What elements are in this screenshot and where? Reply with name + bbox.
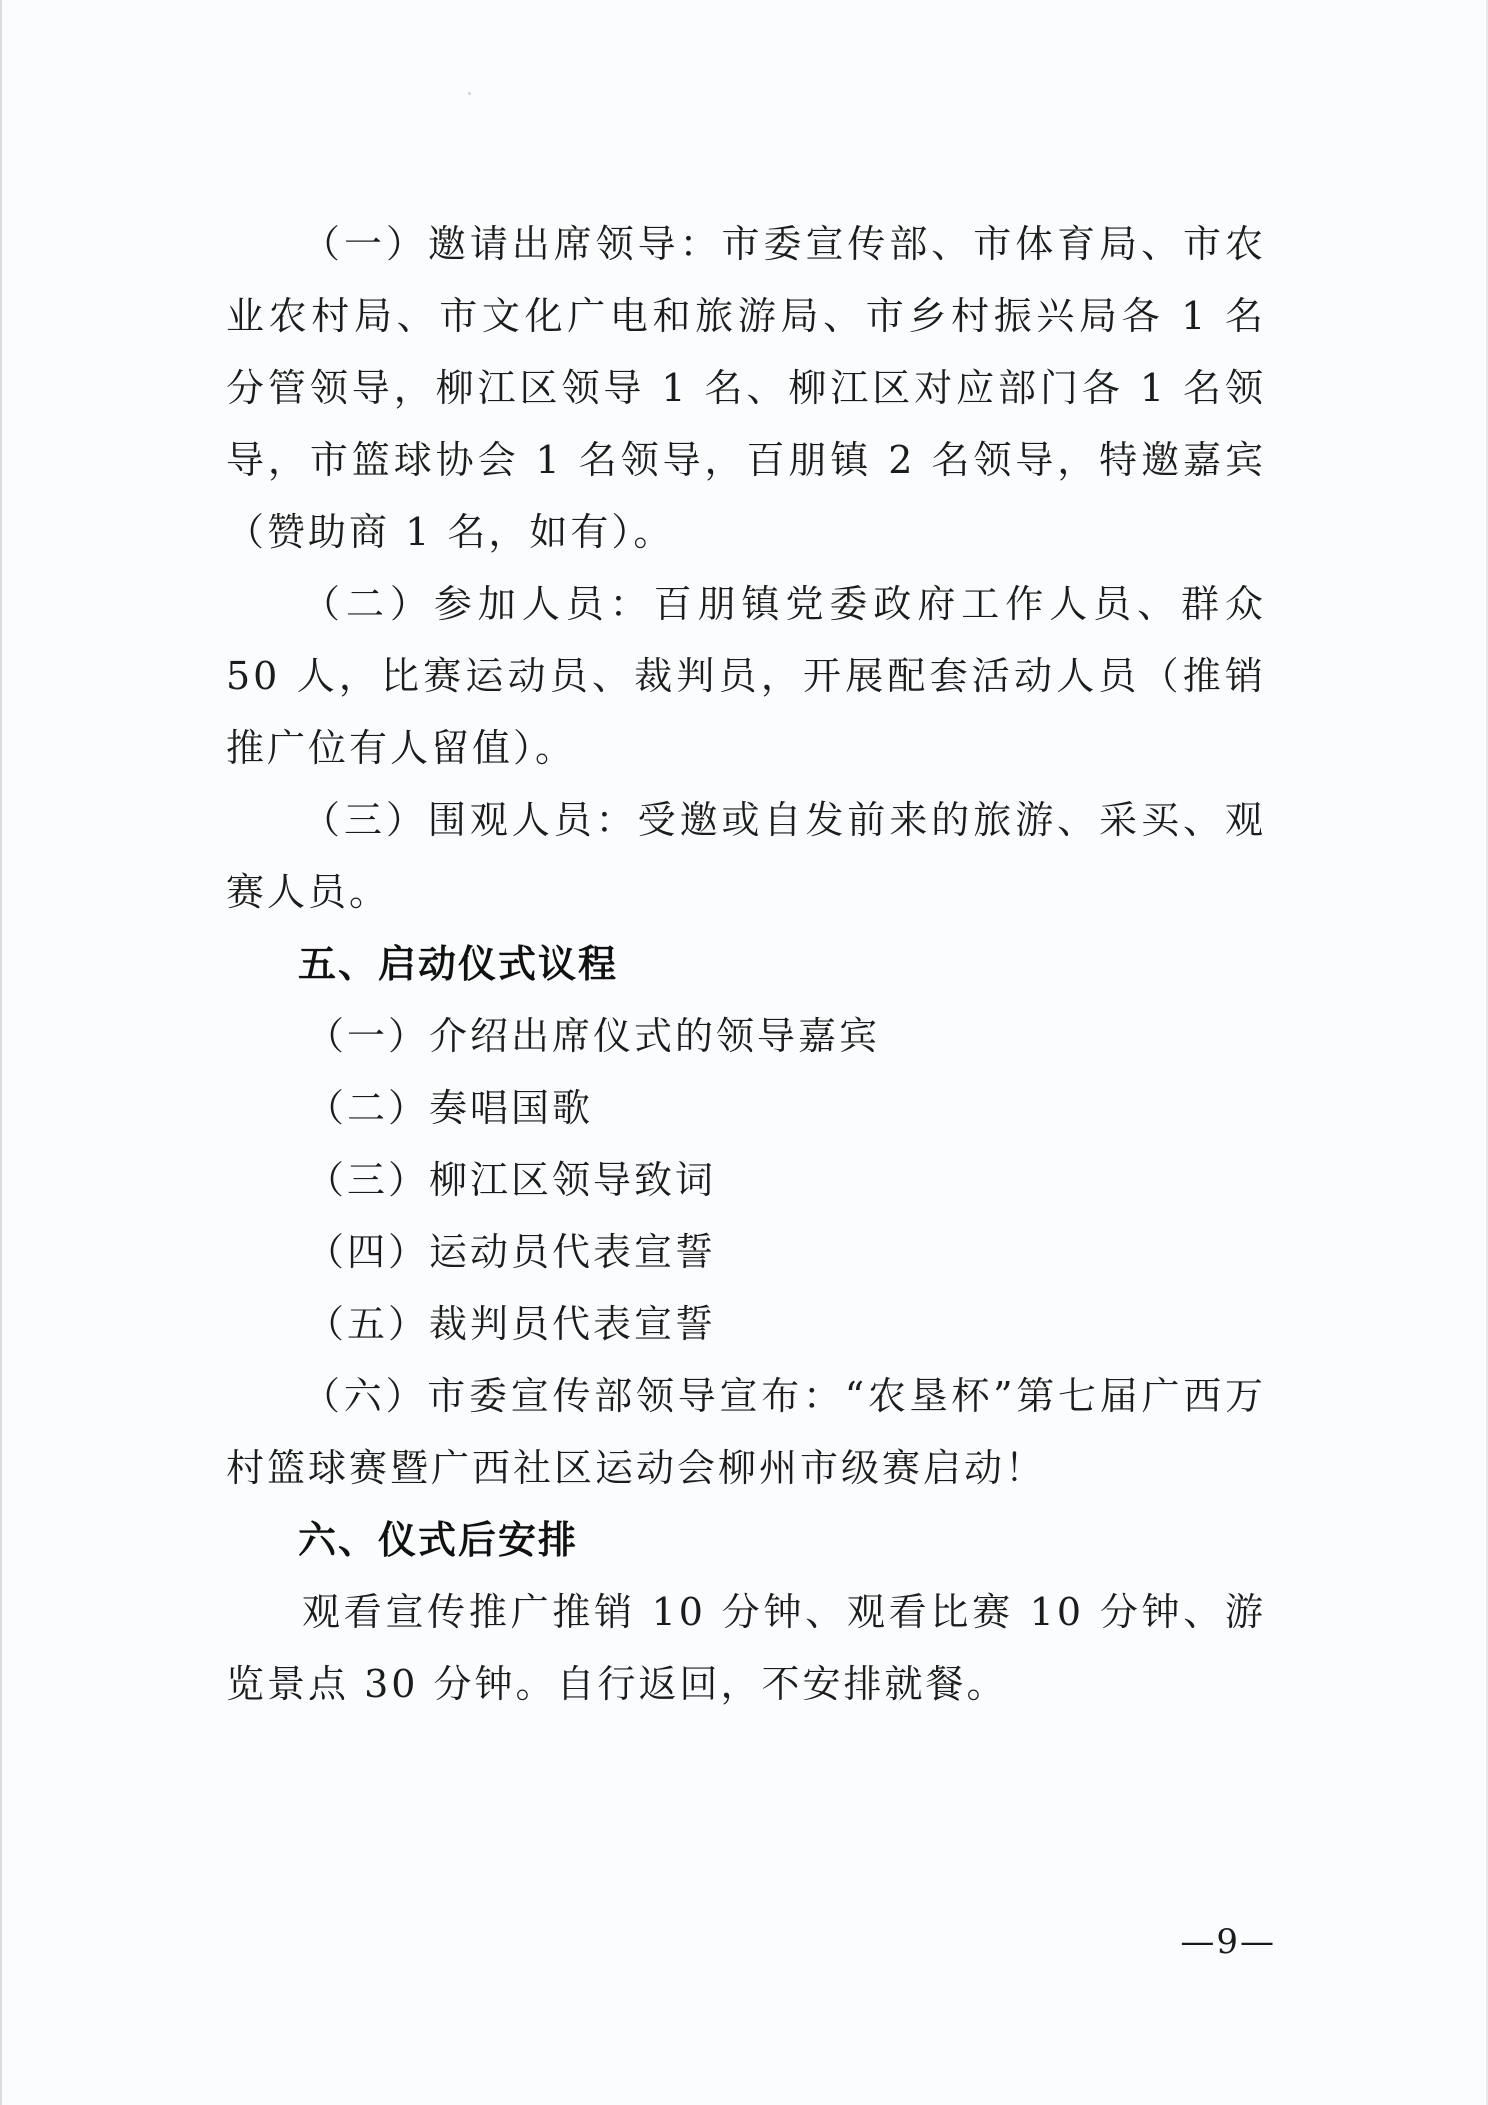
agenda-item: （四）运动员代表宣誓: [306, 1230, 717, 1274]
participants-paragraph: （二）参加人员：百朋镇党委政府工作人员、群众 50 人，比赛运动员、裁判员，开展配套活动人员（推销推广位有人留值）。: [226, 582, 1266, 770]
attendee-leaders-paragraph: （一）邀请出席领导：市委宣传部、市体育局、市农业农村局、市文化广电和旅游局、市乡村振兴局各 1 名分管领导，柳江区领导 1 名、柳江区对应部门各 1 名领导，市篮球协会 1 名领导，百朋镇 2 名领导，特邀嘉宾（赞助商 1 名，如有）。: [226, 222, 1266, 554]
document-body: [226, 208, 1266, 1720]
scan-speck: [468, 92, 471, 95]
agenda-item-announcement: （六）市委宣传部领导宣布：“农垦杯”第七届广西万村篮球赛暨广西社区运动会柳州市级赛启动！: [226, 1374, 1266, 1490]
agenda-item: （三）柳江区领导致词: [306, 1158, 717, 1202]
agenda-item: （一）介绍出席仪式的领导嘉宾: [306, 1014, 881, 1058]
section-heading-post-ceremony: 六、仪式后安排: [298, 1518, 579, 1562]
agenda-item: （五）裁判员代表宣誓: [306, 1302, 717, 1346]
section-heading-ceremony-agenda: 五、启动仪式议程: [298, 942, 619, 986]
agenda-item: （二）奏唱国歌: [306, 1086, 594, 1130]
page-number: —9—: [1180, 1922, 1276, 1962]
spectators-paragraph: （三）围观人员：受邀或自发前来的旅游、采买、观赛人员。: [226, 798, 1266, 914]
post-ceremony-paragraph: 观看宣传推广推销 10 分钟、观看比赛 10 分钟、游览景点 30 分钟。自行返回，不安排就餐。: [226, 1590, 1266, 1706]
